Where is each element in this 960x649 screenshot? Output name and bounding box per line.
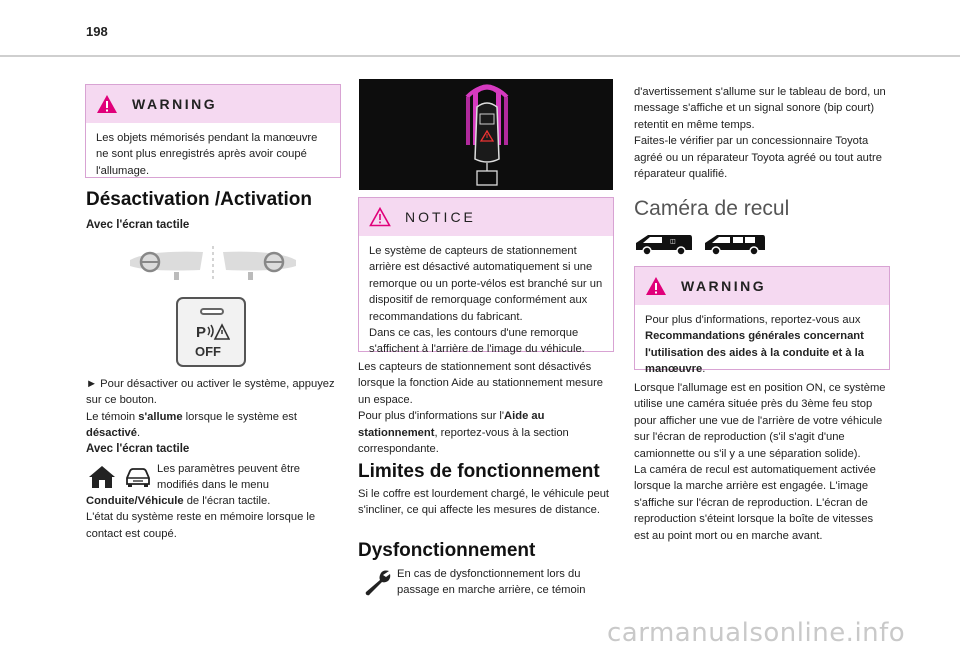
memory-text: L'état du système reste en mémoire lorsque le contact est coupé. xyxy=(86,511,316,540)
warning-text: Les objets mémorisés pendant la manœuvre ne sont plus enregistrés après avoir coupé l'allumage. xyxy=(96,132,318,177)
svg-text:◫: ◫ xyxy=(670,239,676,245)
camera-warning-header xyxy=(635,267,889,305)
warning-light-continued: d'avertissement s'allume sur le tableau de bord, un message s'affiche et un signal sonore (bip court) retentit en même temps. Faites-le vérifier par un concessionnaire Toyota agréé ou un réparateur Toyota agréé ou tout autre réparateur qualifié. xyxy=(634,86,886,181)
settings-text: Les paramètres peuvent être modifiés dans le menu xyxy=(157,463,301,492)
warning-box xyxy=(85,84,341,178)
parking-assist-para: Les capteurs de stationnement sont désactivés lorsque la fonction Aide au stationnement mesure un espace. Pour plus d'informations sur l'Aide au stationnement, reportez-vous à la section correspondante. xyxy=(358,361,604,456)
wrench-icon xyxy=(362,568,392,596)
limits-title: Limites de fonctionnement xyxy=(358,461,600,482)
settings-menu-text: Conduite/Véhicule de l'écran tactile. L'état du système reste en mémoire lorsque le contact est coupé. xyxy=(86,495,316,540)
notice-header xyxy=(359,198,613,236)
header-rule xyxy=(0,55,960,57)
warning-icon xyxy=(645,276,667,296)
camera-warning-label: WARNING xyxy=(681,278,767,294)
parking-sensor-off-button[interactable] xyxy=(176,297,246,367)
malfunction-text: En cas de dysfonctionnement lors du passage en marche arrière, ce témoin xyxy=(397,568,586,597)
notice-box xyxy=(358,197,614,356)
camera-warning-text: Pour plus d'informations, reportez-vous aux Recommandations générales concernant l'utilisation des aides à la conduite et à la manœuvre. xyxy=(645,314,865,376)
steering-wheels-illustration xyxy=(128,244,298,284)
touchscreen-label-2: Avec l'écran tactile xyxy=(86,443,190,455)
malfunction-title: Dysfonctionnement xyxy=(358,540,536,561)
camera-title: Caméra de recul xyxy=(634,197,790,220)
deactivation-para: ► Pour désactiver ou activer le système, appuyez sur ce bouton. Le témoin s'allume lorsque le système est désactivé. xyxy=(86,378,335,440)
touchscreen-label-1: Avec l'écran tactile xyxy=(86,219,190,231)
svg-text:P: P xyxy=(196,324,207,341)
camera-warning-box xyxy=(634,266,890,376)
camera-description: Lorsque l'allumage est en position ON, ce système utilise une caméra située près du 3ème feu stop pour afficher une vue de l'arrière de votre véhicule sur l'écran de reproduction (s'il s'agit d'une camionnette ou s'il y a une séparation solide). La caméra de recul est automatiquement activée lorsque la marche arrière est engagée. L'image s'affiche sur l'écran de reproduction. L'écran de reproduction s'éteint lorsque la boîte de vitesses est au point mort ou en marche avant. xyxy=(634,382,886,542)
dealer-text: Faites-le vérifier par un concessionnaire Toyota agréé ou un réparateur Toyota agréé ou tout autre réparateur qualifié. xyxy=(634,135,882,181)
deactivation-title: Désactivation /Activation xyxy=(86,189,312,210)
home-icon xyxy=(88,465,116,489)
page-number: 198 xyxy=(86,24,108,39)
warning-label: WARNING xyxy=(132,96,218,112)
notice-icon xyxy=(369,207,391,227)
car-settings-icon xyxy=(124,466,152,488)
button-off-label: OFF xyxy=(195,344,221,359)
parking-sensor-icon xyxy=(194,321,230,343)
notice-label: NOTICE xyxy=(405,209,476,225)
watermark: carmanualsonline.info xyxy=(607,618,906,648)
limits-text: Si le coffre est lourdement chargé, le véhicule peut s'incliner, ce qui affecte les mesures de distance. xyxy=(358,488,610,517)
parking-sensor-display-image xyxy=(359,79,613,190)
button-indicator-light xyxy=(200,308,224,315)
warning-header xyxy=(86,85,340,123)
notice-text: Le système de capteurs de stationnement arrière est désactivé automatiquement si une remorque ou un porte-vélos est branché sur un dispositif de remorquage conformément aux recommandations du fabricant. Dans ce cas, les contours d'une remorque s'affichent à l'arrière de l'image du véhicule. xyxy=(369,245,603,356)
van-icon xyxy=(634,232,694,256)
warning-icon xyxy=(96,94,118,114)
van-passenger-icon xyxy=(703,232,767,256)
deactivation-instruction: ► Pour désactiver ou activer le système, appuyez sur ce bouton. xyxy=(86,378,335,407)
